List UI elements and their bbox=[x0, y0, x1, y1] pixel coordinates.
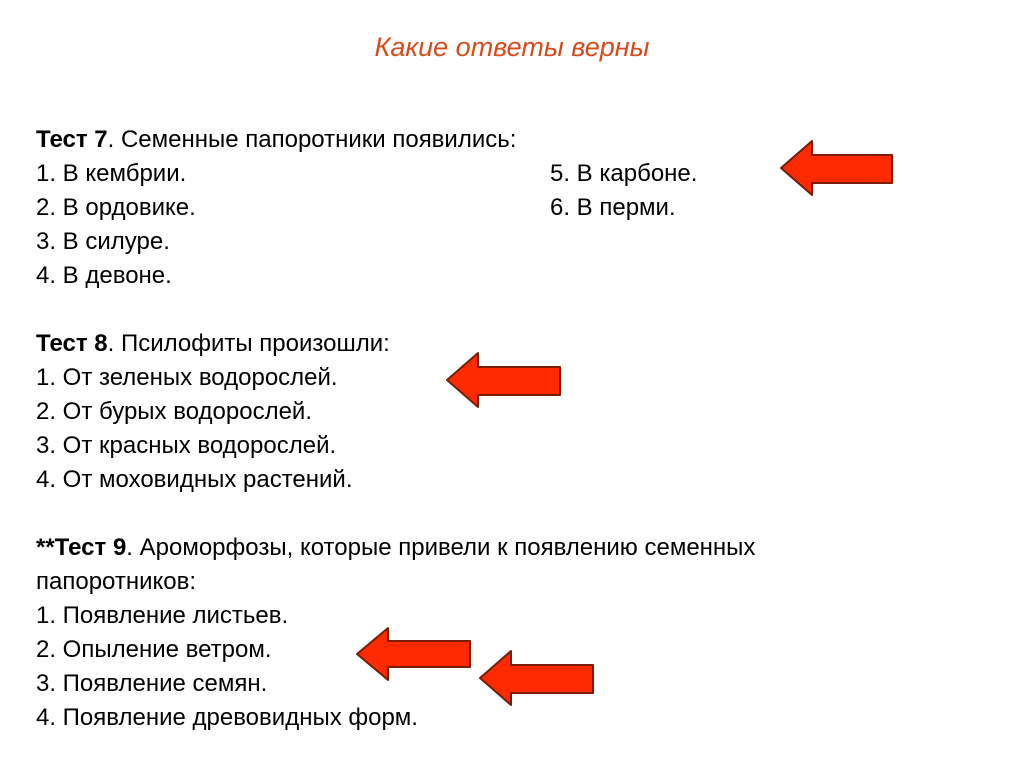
test9-question bbox=[36, 531, 755, 565]
test7-option-3: 3. В силуре. bbox=[36, 228, 170, 255]
test9-label: **Тест 9 bbox=[36, 534, 127, 561]
arrow-left-icon bbox=[444, 350, 564, 410]
arrow-left-icon bbox=[778, 138, 896, 198]
test9-option-1: 1. Появление листьев. bbox=[36, 602, 289, 629]
test8-option-2: 2. От бурых водорослей. bbox=[36, 398, 312, 425]
test8-option-4: 4. От моховидных растений. bbox=[36, 466, 353, 493]
test7-option-4: 4. В девоне. bbox=[36, 262, 172, 289]
test8-label: Тест 8 bbox=[36, 330, 108, 357]
test7-option-6: 6. В перми. bbox=[550, 194, 676, 221]
arrow-left-icon bbox=[477, 648, 597, 708]
test8-question-text: . Псилофиты произошли: bbox=[107, 330, 390, 357]
test7-option-5: 5. В карбоне. bbox=[550, 160, 698, 187]
slide-title: Какие ответы верны bbox=[374, 32, 650, 62]
test7-option-2: 2. В ордовике. bbox=[36, 194, 196, 221]
test7-option-1: 1. В кембрии. bbox=[36, 160, 187, 187]
test9-option-2: 2. Опыление ветром. bbox=[36, 636, 272, 663]
test8-option-3: 3. От красных водорослей. bbox=[36, 432, 337, 459]
test7-question bbox=[36, 123, 516, 157]
arrow-left-icon bbox=[354, 625, 474, 683]
test7-question-text: . Семенные папоротники появились: bbox=[107, 126, 517, 153]
test7-label: Тест 7 bbox=[36, 126, 108, 153]
test9-option-4: 4. Появление древовидных форм. bbox=[36, 704, 418, 731]
test9-option-3: 3. Появление семян. bbox=[36, 670, 268, 697]
test8-question bbox=[36, 327, 390, 361]
test9-question-text: . Ароморфозы, которые привели к появлению семенных bbox=[126, 534, 756, 561]
test9-question-cont: папоротников: bbox=[36, 568, 197, 595]
test8-option-1: 1. От зеленых водорослей. bbox=[36, 364, 338, 391]
